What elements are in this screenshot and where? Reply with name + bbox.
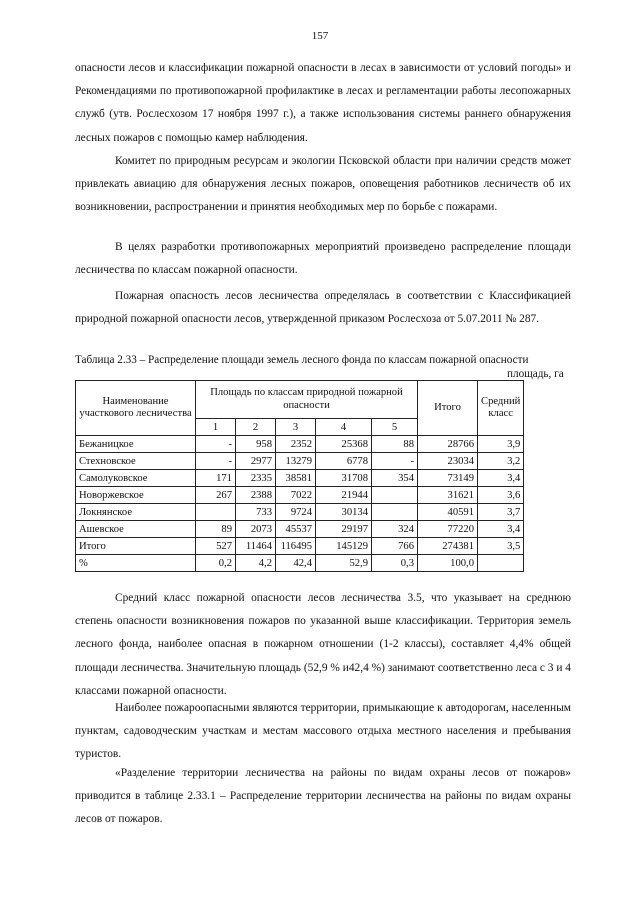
value-cell: - (196, 453, 236, 470)
header-avg-class: Средний класс (478, 381, 524, 436)
value-cell: 23034 (418, 453, 478, 470)
value-cell (372, 504, 418, 521)
table-row (76, 538, 524, 555)
value-cell: 267 (196, 487, 236, 504)
fire-danger-table (75, 380, 524, 572)
value-cell: 6778 (316, 453, 372, 470)
value-cell: 0,2 (196, 555, 236, 572)
value-cell: - (196, 436, 236, 453)
value-cell: 324 (372, 521, 418, 538)
forestry-name-cell: Ашевское (76, 521, 196, 538)
value-cell: 31621 (418, 487, 478, 504)
header-area-group: Площадь по классам природной пожарной опасности (196, 381, 418, 419)
table-row (76, 436, 524, 453)
value-cell: 42,4 (276, 555, 316, 572)
value-cell: 2977 (236, 453, 276, 470)
forestry-name-cell: % (76, 555, 196, 572)
forestry-name-cell: Новоржевское (76, 487, 196, 504)
table-row (76, 453, 524, 470)
paragraph-6: Наиболее пожароопасными являются территории, примыкающие к автодорогам, населенным пунктам, садоводческим участкам и местам массового отдыха местного населения и пребывания туристов. (75, 702, 571, 761)
header-class: 3 (276, 419, 316, 436)
forestry-name-cell: Бежаницкое (76, 436, 196, 453)
table-units: площадь, га (507, 368, 564, 380)
header-class: 2 (236, 419, 276, 436)
value-cell: 4,2 (236, 555, 276, 572)
table-row (76, 521, 524, 538)
paragraph-5: Средний класс пожарной опасности лесов лесничества 3.5, что указывает на среднюю степень опасности возникновения пожаров по указанной выше классификации. Территория земель лесного фонда, наиболее опасная в пожарном отношении (1-2 классы), составляет 4,4% общей площади лесничества. Значительную площадь (52,9 % и42,4 %) занимают соответственно леса с 3 и 4 классами пожарной опасности. (75, 592, 571, 697)
value-cell: 38581 (276, 470, 316, 487)
header-class: 5 (372, 419, 418, 436)
table-caption: Таблица 2.33 – Распределение площади земель лесного фонда по классам пожарной опасности (75, 354, 529, 366)
value-cell: 2335 (236, 470, 276, 487)
value-cell: 7022 (276, 487, 316, 504)
value-cell: 3,4 (478, 521, 524, 538)
forestry-name-cell: Локнянское (76, 504, 196, 521)
table-row (76, 504, 524, 521)
value-cell: 145129 (316, 538, 372, 555)
value-cell: 29197 (316, 521, 372, 538)
value-cell: 13279 (276, 453, 316, 470)
value-cell: 73149 (418, 470, 478, 487)
header-name: Наименование участкового лесничества (76, 381, 196, 436)
paragraph-7: «Разделение территории лесничества на районы по видам охраны лесов от пожаров» приводится в таблице 2.33.1 – Распределение территории лесничества на районы по видам охраны лесов от пожаров. (75, 767, 571, 826)
paragraph-1: опасности лесов и классификации пожарной опасности в лесах в зависимости от условий погоды» и Рекомендациями по противопожарной профилактике в лесах и регламентации работы лесопожарных служб (утв. Рослесхозом 17 ноября 1997 г.), а также использования системы раннего обнаружения лесных пожаров с помощью камер наблюдения. (75, 62, 571, 144)
paragraph-2: Комитет по природным ресурсам и экологии Псковской области при наличии средств может привлекать авиацию для обнаружения лесных пожаров, оповещения работников лесничеств об их возникновении, распространении и принятия необходимых мер по борьбе с пожарами. (75, 155, 571, 214)
value-cell: 3,2 (478, 453, 524, 470)
table-row (76, 470, 524, 487)
page-number: 157 (311, 30, 329, 42)
value-cell: 2388 (236, 487, 276, 504)
value-cell: 766 (372, 538, 418, 555)
value-cell (372, 487, 418, 504)
forestry-name-cell: Стехновское (76, 453, 196, 470)
value-cell: 958 (236, 436, 276, 453)
table-body (76, 436, 524, 572)
value-cell: 52,9 (316, 555, 372, 572)
header-class: 4 (316, 419, 372, 436)
value-cell: 30134 (316, 504, 372, 521)
value-cell: 116495 (276, 538, 316, 555)
value-cell (478, 555, 524, 572)
value-cell: 40591 (418, 504, 478, 521)
table-row (76, 555, 524, 572)
value-cell: 25368 (316, 436, 372, 453)
value-cell: 88 (372, 436, 418, 453)
value-cell: 3,9 (478, 436, 524, 453)
value-cell (196, 504, 236, 521)
value-cell: 354 (372, 470, 418, 487)
forestry-name-cell: Самолуковское (76, 470, 196, 487)
value-cell: 3,6 (478, 487, 524, 504)
value-cell: 171 (196, 470, 236, 487)
paragraph-3: В целях разработки противопожарных мероприятий произведено распределение площади лесничества по классам пожарной опасности. (75, 241, 571, 277)
table-row (76, 487, 524, 504)
value-cell: 527 (196, 538, 236, 555)
value-cell: 3,4 (478, 470, 524, 487)
value-cell: 3,5 (478, 538, 524, 555)
value-cell: 28766 (418, 436, 478, 453)
value-cell: 11464 (236, 538, 276, 555)
value-cell: 0,3 (372, 555, 418, 572)
paragraph-4: Пожарная опасность лесов лесничества определялась в соответствии с Классификацией природной пожарной опасности лесов, утвержденной приказом Рослесхоза от 5.07.2011 № 287. (75, 290, 571, 326)
value-cell: 3,7 (478, 504, 524, 521)
value-cell: 77220 (418, 521, 478, 538)
value-cell: 89 (196, 521, 236, 538)
value-cell: 2073 (236, 521, 276, 538)
header-total: Итого (418, 381, 478, 436)
value-cell: 45537 (276, 521, 316, 538)
value-cell: 274381 (418, 538, 478, 555)
value-cell: 9724 (276, 504, 316, 521)
forestry-name-cell: Итого (76, 538, 196, 555)
value-cell: 733 (236, 504, 276, 521)
value-cell: 2352 (276, 436, 316, 453)
value-cell: 31708 (316, 470, 372, 487)
value-cell: 100,0 (418, 555, 478, 572)
header-class: 1 (196, 419, 236, 436)
value-cell: 21944 (316, 487, 372, 504)
value-cell: - (372, 453, 418, 470)
